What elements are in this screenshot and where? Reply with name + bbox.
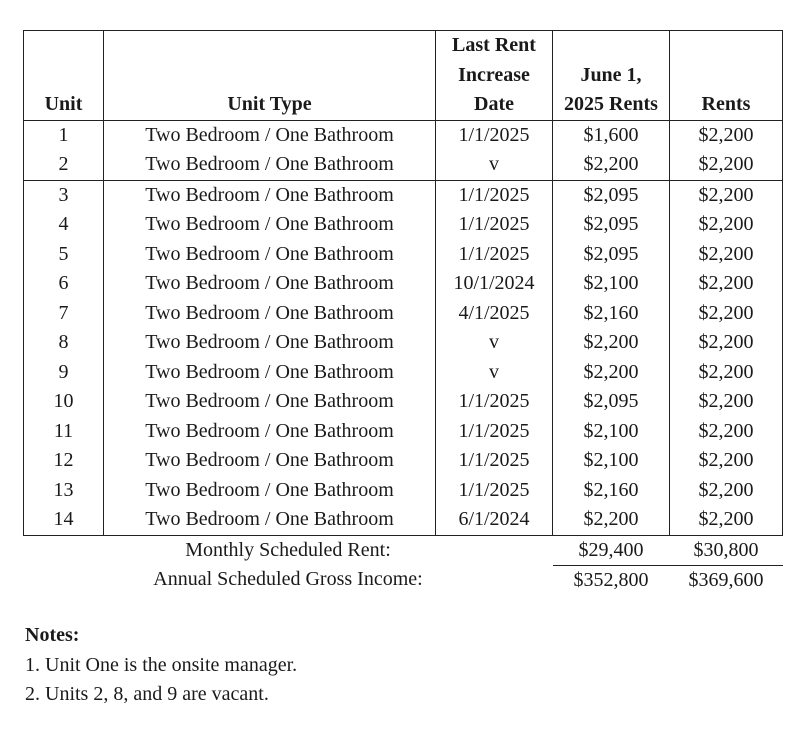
cell-rent: $2,200 [670, 476, 783, 506]
cell-unit: 14 [24, 505, 104, 535]
header-rents: Rents [670, 31, 783, 121]
cell-last-increase-date: 1/1/2025 [436, 417, 553, 447]
cell-june-rent: $2,200 [553, 505, 670, 535]
cell-unit: 3 [24, 180, 104, 210]
table-row [24, 417, 783, 447]
cell-unit-type: Two Bedroom / One Bathroom [104, 505, 436, 535]
table-row [24, 120, 783, 150]
header-last-increase-line2: Increase [458, 63, 530, 86]
rent-roll-table [23, 30, 783, 595]
cell-unit: 4 [24, 210, 104, 240]
table-row [24, 210, 783, 240]
cell-rent: $2,200 [670, 417, 783, 447]
header-last-increase-date [436, 31, 553, 121]
monthly-total-row [24, 535, 783, 565]
cell-last-increase-date: 1/1/2025 [436, 180, 553, 210]
cell-june-rent: $2,095 [553, 180, 670, 210]
table-row [24, 240, 783, 270]
table-row [24, 328, 783, 358]
cell-june-rent: $1,600 [553, 120, 670, 150]
cell-june-rent: $2,095 [553, 387, 670, 417]
cell-unit-type: Two Bedroom / One Bathroom [104, 358, 436, 388]
cell-unit-type: Two Bedroom / One Bathroom [104, 446, 436, 476]
table-row [24, 180, 783, 210]
header-june-line2: 2025 Rents [564, 93, 658, 115]
cell-june-rent: $2,200 [553, 150, 670, 180]
cell-unit: 13 [24, 476, 104, 506]
header-row [24, 31, 783, 121]
cell-unit: 9 [24, 358, 104, 388]
monthly-total-june: $29,400 [553, 535, 670, 565]
table-row [24, 150, 783, 180]
cell-unit: 8 [24, 328, 104, 358]
table-row [24, 269, 783, 299]
table-row [24, 505, 783, 535]
table-row [24, 476, 783, 506]
cell-rent: $2,200 [670, 328, 783, 358]
cell-june-rent: $2,100 [553, 417, 670, 447]
cell-last-increase-date: 1/1/2025 [436, 476, 553, 506]
annual-total-label: Annual Scheduled Gross Income: [153, 568, 423, 591]
cell-last-increase-date: 6/1/2024 [436, 505, 553, 535]
notes-title: Notes: [25, 624, 80, 646]
header-june-line1: June 1, [580, 63, 642, 86]
cell-last-increase-date: v [436, 358, 553, 388]
monthly-total-label: Monthly Scheduled Rent: [185, 538, 391, 561]
header-unit: Unit [24, 31, 104, 121]
cell-unit: 5 [24, 240, 104, 270]
cell-last-increase-date: 1/1/2025 [436, 446, 553, 476]
annual-total-row [24, 565, 783, 595]
cell-rent: $2,200 [670, 210, 783, 240]
notes-section [25, 621, 297, 710]
cell-rent: $2,200 [670, 505, 783, 535]
cell-rent: $2,200 [670, 269, 783, 299]
cell-unit: 6 [24, 269, 104, 299]
cell-unit-type: Two Bedroom / One Bathroom [104, 150, 436, 180]
cell-rent: $2,200 [670, 387, 783, 417]
table-row [24, 446, 783, 476]
table-row [24, 299, 783, 329]
cell-june-rent: $2,160 [553, 299, 670, 329]
header-last-increase-line3: Date [474, 93, 514, 115]
table-row [24, 387, 783, 417]
cell-june-rent: $2,200 [553, 358, 670, 388]
cell-last-increase-date: 1/1/2025 [436, 120, 553, 150]
cell-last-increase-date: 10/1/2024 [436, 269, 553, 299]
cell-unit-type: Two Bedroom / One Bathroom [104, 476, 436, 506]
cell-unit-type: Two Bedroom / One Bathroom [104, 210, 436, 240]
cell-last-increase-date: 1/1/2025 [436, 210, 553, 240]
cell-june-rent: $2,200 [553, 328, 670, 358]
annual-total-rents: $369,600 [688, 568, 764, 591]
header-june-rents [553, 31, 670, 121]
cell-unit-type: Two Bedroom / One Bathroom [104, 180, 436, 210]
cell-last-increase-date: 1/1/2025 [436, 387, 553, 417]
cell-unit-type: Two Bedroom / One Bathroom [104, 328, 436, 358]
cell-unit: 1 [24, 120, 104, 150]
header-unit-type: Unit Type [104, 31, 436, 121]
cell-last-increase-date: v [436, 328, 553, 358]
cell-unit-type: Two Bedroom / One Bathroom [104, 240, 436, 270]
annual-total-june: $352,800 [573, 568, 649, 591]
cell-last-increase-date: 4/1/2025 [436, 299, 553, 329]
cell-june-rent: $2,100 [553, 446, 670, 476]
cell-rent: $2,200 [670, 120, 783, 150]
note-item: 1. Unit One is the onsite manager. [25, 653, 298, 676]
cell-unit-type: Two Bedroom / One Bathroom [104, 269, 436, 299]
cell-unit: 2 [24, 150, 104, 180]
cell-june-rent: $2,095 [553, 240, 670, 270]
cell-rent: $2,200 [670, 240, 783, 270]
cell-rent: $2,200 [670, 150, 783, 180]
table-row [24, 358, 783, 388]
cell-rent: $2,200 [670, 446, 783, 476]
cell-unit-type: Two Bedroom / One Bathroom [104, 299, 436, 329]
cell-unit: 11 [24, 417, 104, 447]
cell-rent: $2,200 [670, 299, 783, 329]
cell-unit: 10 [24, 387, 104, 417]
cell-unit-type: Two Bedroom / One Bathroom [104, 417, 436, 447]
cell-unit: 7 [24, 299, 104, 329]
cell-june-rent: $2,095 [553, 210, 670, 240]
header-last-increase-line1: Last Rent [452, 34, 536, 56]
cell-unit-type: Two Bedroom / One Bathroom [104, 120, 436, 150]
cell-unit-type: Two Bedroom / One Bathroom [104, 387, 436, 417]
note-item: 2. Units 2, 8, and 9 are vacant. [25, 683, 269, 705]
cell-rent: $2,200 [670, 358, 783, 388]
cell-june-rent: $2,100 [553, 269, 670, 299]
cell-unit: 12 [24, 446, 104, 476]
monthly-total-rents: $30,800 [670, 535, 783, 565]
cell-last-increase-date: v [436, 150, 553, 180]
cell-rent: $2,200 [670, 180, 783, 210]
cell-last-increase-date: 1/1/2025 [436, 240, 553, 270]
cell-june-rent: $2,160 [553, 476, 670, 506]
